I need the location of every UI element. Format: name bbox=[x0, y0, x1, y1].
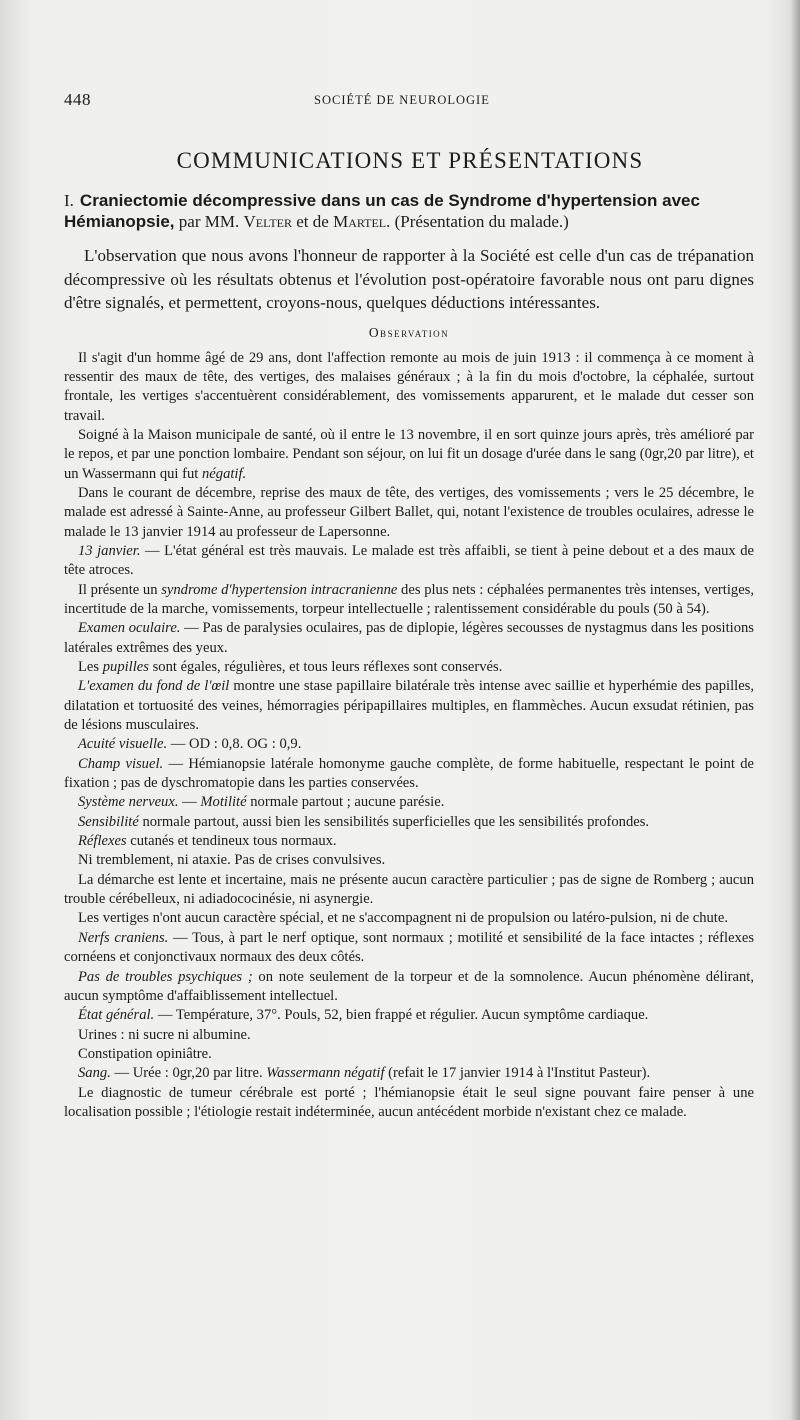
obs-paragraph-general bbox=[64, 1006, 754, 1025]
obs-jan13-text: — L'état général est très mauvais. Le malade est très affaibli, se tient à peine debout et a des maux de tête atroces. bbox=[64, 542, 754, 579]
author-martel: Martel bbox=[333, 212, 387, 231]
obs-paragraph-acuity bbox=[64, 735, 754, 754]
obs-paragraph-reflexes bbox=[64, 832, 754, 851]
obs-fundus-post: montre une stase papillaire bilatérale très intense avec saillie et hyperhémie des papilles, dilatation et tortuosité des veines, hémorragies péripapillaires multiples, en flammèches. Aucun exsudat rétinien, pas de lésions musculaires. bbox=[64, 678, 754, 734]
observation-title: Observation bbox=[368, 324, 450, 340]
article-heading bbox=[64, 190, 754, 232]
obs-syndrome-italic: syndrome d'hypertension intracranienne bbox=[161, 581, 398, 598]
obs-paragraph-nervous bbox=[64, 793, 754, 812]
obs-reflexes-italic: Réflexes bbox=[78, 833, 127, 850]
authors-and: et de bbox=[296, 212, 329, 231]
obs-paragraph-tremor: Ni tremblement, ni ataxie. Pas de crises convulsives. bbox=[78, 852, 386, 869]
obs-general-text: — Température, 37°. Pouls, 52, bien frappé et régulier. Aucun symptôme cardiaque. bbox=[154, 1007, 649, 1024]
obs-paragraph-treatment bbox=[64, 426, 754, 484]
intro-paragraph: L'observation que nous avons l'honneur de rapporter à la Société est celle d'un cas de trépanation décompressive où les résultats obtenus et l'évolution post-opératoire favorable nous ont paru dignes d'être signalés, et permettent, croyons-nous, quelques déductions intéressantes. bbox=[64, 246, 754, 312]
obs-syndrome-post: des plus nets : céphalées permanentes très intenses, vertiges, incertitude de la marche, vomissements, torpeur intellectuelle ; ralentissement considérable du pouls (50 à 54). bbox=[64, 581, 754, 617]
obs-blood-text: — Urée : 0gr,20 par litre. bbox=[110, 1065, 267, 1082]
obs-motility-italic: Motilité bbox=[200, 794, 247, 811]
obs-acuity-label: Acuité visuelle. bbox=[78, 736, 168, 753]
obs-treatment-text: Soigné à la Maison municipale de santé, où il entre le 13 novembre, il en sort quinze jours après, très amélioré par le repos, et par une ponction lombaire. Pendant son séjour, on lui fit un dosage d'urée dans le sang (0gr,20 par litre), et un Wassermann qui fut bbox=[64, 426, 754, 482]
obs-general-label: État général. bbox=[78, 1007, 155, 1024]
obs-sensibility-italic: Sensibilité bbox=[78, 813, 139, 830]
obs-pupils-post: sont égales, régulières, et tous leurs réflexes sont conservés. bbox=[148, 659, 503, 675]
presentation-note: . (Présentation du malade.) bbox=[386, 212, 569, 231]
obs-field-label: Champ visuel. bbox=[78, 755, 164, 772]
running-header bbox=[64, 90, 754, 112]
obs-field-text: — Hémianopsie latérale homonyme gauche complète, de forme habituelle, respectant le point de fixation ; pas de dyschromatopie dans les parties conservées. bbox=[64, 755, 754, 792]
obs-ocular-label: Examen oculaire. bbox=[78, 620, 181, 637]
obs-reflexes-post: cutanés et tendineux tous normaux. bbox=[126, 833, 337, 850]
observation-section bbox=[64, 349, 754, 1123]
section-title: COMMUNICATIONS ET PRÉSENTATIONS bbox=[176, 148, 644, 173]
obs-nervous-dash: — bbox=[178, 794, 201, 811]
page-number: 448 bbox=[64, 90, 91, 109]
obs-paragraph-jan13 bbox=[64, 542, 754, 581]
obs-paragraph-pupils bbox=[64, 658, 754, 677]
page-edge-shadow bbox=[790, 0, 800, 1420]
obs-paragraph-psych bbox=[64, 968, 754, 1007]
obs-syndrome-pre: Il présente un bbox=[78, 581, 162, 598]
obs-paragraph-gait: La démarche est lente et incertaine, mais ne présente aucun caractère particulier ; pas de signe de Romberg ; aucun trouble cérébelleux, ni adiadococinésie, ni asynergie. bbox=[64, 871, 754, 908]
obs-acuity-text: — OD : 0,8. OG : 0,9. bbox=[167, 736, 302, 753]
article-title: Craniectomie décompressive dans un cas de Syndrome d'hypertension avec Hémianopsie, bbox=[64, 191, 700, 231]
obs-ocular-text: — Pas de paralysies oculaires, pas de diplopie, légères secousses de nystagmus dans les positions latérales extrêmes des yeux. bbox=[64, 620, 754, 656]
obs-psych-text: on note seulement de la torpeur et de la somnolence. Aucun phénomène délirant, aucun symptôme d'affaiblissement intellectuel. bbox=[64, 968, 754, 1004]
obs-paragraph-sensibility bbox=[64, 813, 754, 832]
obs-paragraph-constipation: Constipation opiniâtre. bbox=[78, 1045, 212, 1062]
obs-paragraph-syndrome bbox=[64, 581, 754, 620]
obs-cranial-text: — Tous, à part le nerf optique, sont normaux ; motilité et sensibilité de la face intactes ; réflexes cornéens et conjonctivaux normaux des deux côtés. bbox=[64, 929, 754, 966]
obs-cranial-label: Nerfs craniens. bbox=[78, 929, 169, 946]
obs-paragraph-ocular bbox=[64, 619, 754, 658]
obs-sensibility-post: normale partout, aussi bien les sensibilités superficielles que les sensibilités profondes. bbox=[138, 813, 650, 830]
obs-treatment-italic: négatif. bbox=[202, 465, 247, 482]
obs-paragraph-field bbox=[64, 755, 754, 794]
obs-fundus-italic: L'examen du fond de l'œil bbox=[78, 678, 230, 695]
obs-jan13-label: 13 janvier. bbox=[78, 542, 141, 559]
obs-paragraph-vertigo: Les vertiges n'ont aucun caractère spécial, et ne s'accompagnent ni de propulsion ou latéro-pulsion, ni de chute. bbox=[78, 910, 728, 927]
running-head: SOCIÉTÉ DE NEUROLOGIE bbox=[314, 93, 490, 107]
obs-pupils-italic: pupilles bbox=[102, 659, 149, 675]
obs-blood-post: (refait le 17 janvier 1914 à l'Institut Pasteur). bbox=[384, 1065, 651, 1082]
obs-paragraph-urine: Urines : ni sucre ni albumine. bbox=[78, 1026, 251, 1043]
obs-wassermann-italic: Wassermann négatif bbox=[266, 1065, 385, 1082]
article-number: I. bbox=[64, 191, 74, 210]
authors-prefix: par MM. bbox=[178, 212, 240, 231]
obs-paragraph-cranial bbox=[64, 929, 754, 968]
article-body bbox=[64, 190, 754, 1122]
obs-paragraph-history: Il s'agit d'un homme âgé de 29 ans, dont l'affection remonte au mois de juin 1913 : il commença à ce moment à ressentir des maux de tête, des vertiges, des malaises généraux ; à la fin du mois d'octobre, la céphalée, surtout frontale, les vertiges s'accentuèrent considérablement, des vomissements apparurent, et le malade dut cesser son travail. bbox=[64, 349, 754, 424]
obs-paragraph-december: Dans le courant de décembre, reprise des maux de tête, des vertiges, des vomissements ; vers le 25 décembre, le malade est adressé à Sainte-Anne, au professeur Gilbert Ballet, qui, notant l'existence de troubles oculaires, adresse le malade le 13 janvier 1914 au professeur de Lapersonne. bbox=[64, 484, 754, 540]
obs-pupils-pre: Les bbox=[78, 659, 103, 675]
obs-nervous-label: Système nerveux. bbox=[78, 794, 179, 811]
obs-psych-label: Pas de troubles psychiques ; bbox=[78, 968, 253, 985]
obs-paragraph-blood bbox=[64, 1064, 754, 1083]
author-velter: Velter bbox=[243, 212, 292, 231]
obs-blood-label: Sang. bbox=[78, 1065, 111, 1082]
obs-nervous-post: normale partout ; aucune parésie. bbox=[246, 794, 445, 811]
obs-paragraph-diagnosis: Le diagnostic de tumeur cérébrale est porté ; l'hémianopsie était le seul signe pouvant faire penser à une localisation possible ; l'étiologie restait indéterminée, aucun antécédent morbide n'existant chez ce malade. bbox=[64, 1084, 754, 1120]
obs-paragraph-fundus bbox=[64, 677, 754, 735]
